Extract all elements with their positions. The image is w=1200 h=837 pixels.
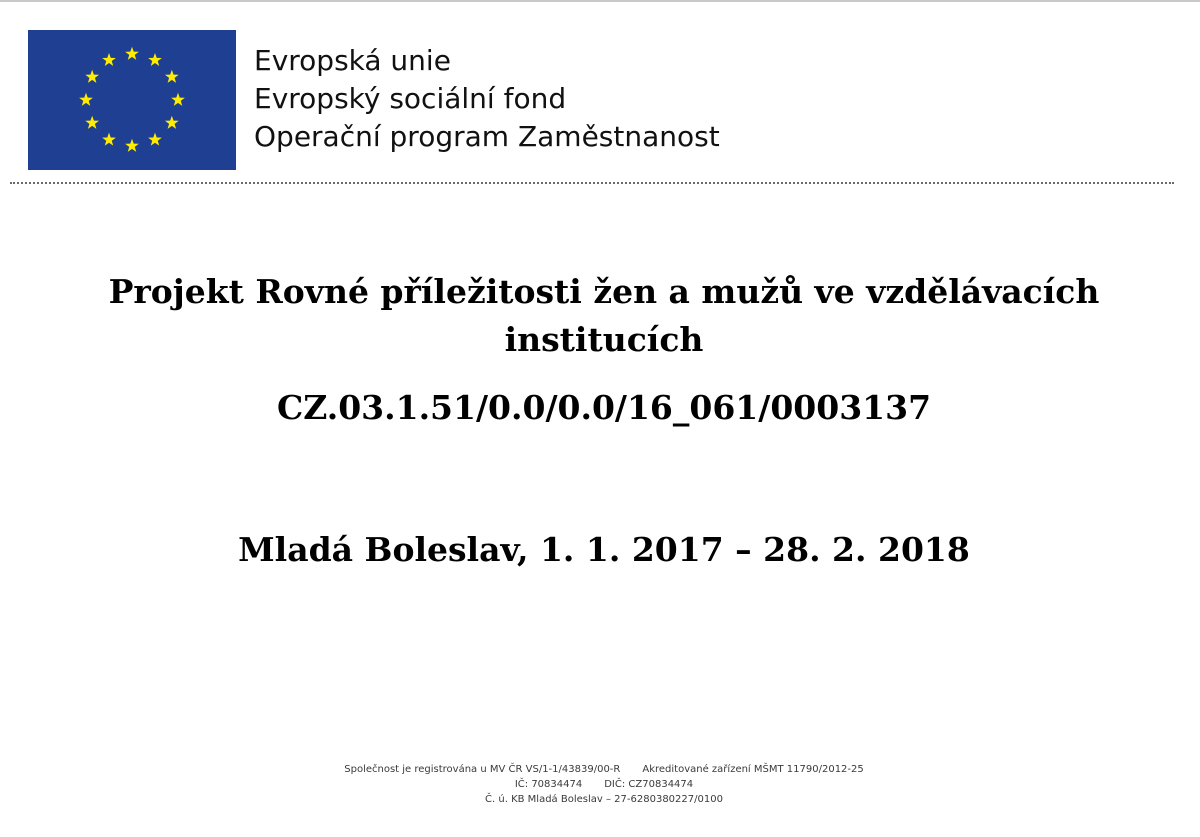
place-and-dates: Mladá Boleslav, 1. 1. 2017 – 28. 2. 2018 <box>238 530 970 569</box>
program-name-block <box>254 42 954 156</box>
header-divider <box>10 182 1174 184</box>
footer-line-registration <box>200 762 1008 777</box>
header-line-eu: Evropská unie <box>254 44 451 77</box>
footer-dic: DIČ: CZ70834474 <box>604 779 694 790</box>
footer-bank-account: Č. ú. KB Mladá Boleslav – 27-6280380227/0100 <box>485 794 723 805</box>
eu-flag-icon <box>28 30 236 170</box>
footer-line-ids <box>200 777 1008 792</box>
registration-code: CZ.03.1.51/0.0/0.0/16_061/0003137 <box>276 388 932 427</box>
footer-ic: IČ: 70834474 <box>514 779 583 790</box>
header-line-esf: Evropský sociální fond <box>254 82 567 115</box>
document-header <box>28 30 1178 171</box>
page-top-border <box>0 0 1200 2</box>
company-footer <box>200 762 1008 807</box>
header-line-program: Operační program Zaměstnanost <box>254 120 720 153</box>
project-title: Projekt Rovné příležitosti žen a mužů ve vzdělávacích institucích <box>108 272 1100 359</box>
footer-registration: Společnost je registrována u MV ČR VS/1-1/43839/00-R <box>344 764 621 775</box>
footer-accreditation: Akreditované zařízení MŠMT 11790/2012-25 <box>642 764 864 775</box>
